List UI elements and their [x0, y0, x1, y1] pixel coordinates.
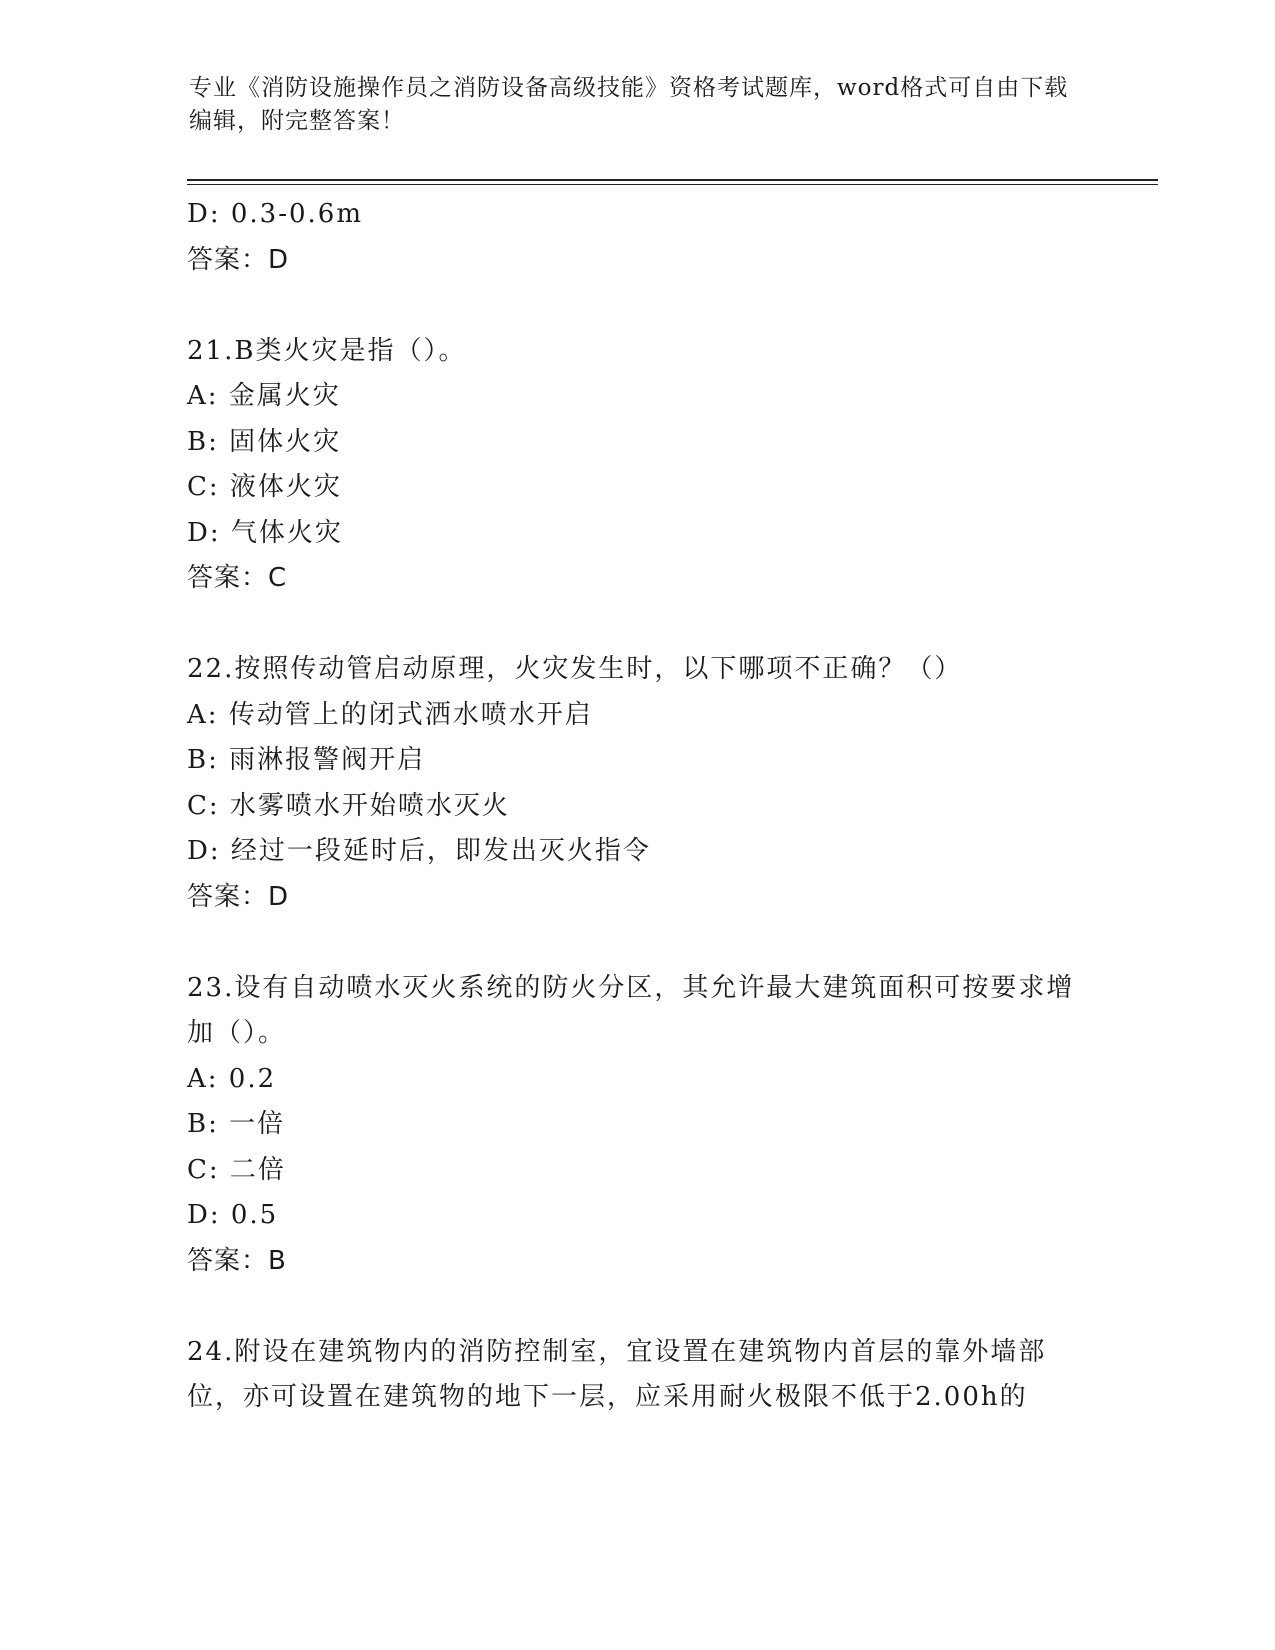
option-b: B: 一倍 [187, 1109, 286, 1139]
header-divider-thin [187, 184, 1158, 185]
spacer [187, 283, 1087, 329]
option-a: A: 传动管上的闭式洒水喷水开启 [187, 699, 593, 730]
answer: 答案：D [187, 244, 290, 275]
answer: 答案：B [187, 1245, 287, 1276]
option-c: C: 液体火灾 [187, 472, 342, 502]
spacer [187, 602, 1087, 648]
option-a: A: 金属火灾 [187, 381, 341, 411]
question-23 [187, 966, 1087, 1285]
spacer [187, 920, 1087, 966]
question-stem: 24.附设在建筑物内的消防控制室，宜设置在建筑物内首层的靠外墙部位，亦可设置在建筑物的地下一层，应采用耐火极限不低于2.00h的 [187, 1336, 1047, 1412]
option-d: D: 0.5 [187, 1200, 279, 1230]
question-stem: 23.设有自动喷水灭火系统的防火分区，其允许最大建筑面积可按要求增加（）。 [187, 972, 1075, 1048]
question-stem: 21.B类火灾是指（）。 [187, 335, 467, 366]
option-c: C: 二倍 [187, 1154, 286, 1185]
question-list [187, 192, 1087, 1421]
header-divider-thick [187, 179, 1158, 181]
question-21 [187, 329, 1087, 602]
question-22 [187, 647, 1087, 920]
question-stem: 22.按照传动管启动原理，火灾发生时，以下哪项不正确？（） [187, 654, 963, 684]
option-d: D: 气体火灾 [187, 517, 343, 548]
option-b: B: 固体火灾 [187, 426, 342, 457]
option-c: C: 水雾喷水开始喷水灭火 [187, 790, 510, 821]
answer: 答案：D [187, 881, 290, 912]
spacer [187, 1284, 1087, 1330]
option-d: D: 0.3-0.6m [187, 199, 364, 229]
answer: 答案：C [187, 563, 288, 593]
option-b: B: 雨淋报警阀开启 [187, 745, 426, 775]
option-d: D: 经过一段延时后，即发出灭火指令 [187, 836, 651, 866]
question-24 [187, 1330, 1087, 1421]
option-a: A: 0.2 [187, 1063, 277, 1094]
document-header [189, 72, 1089, 138]
header-title: 专业《消防设施操作员之消防设备高级技能》资格考试题库，word格式可自由下载编辑，附完整答案！ [189, 75, 1069, 134]
